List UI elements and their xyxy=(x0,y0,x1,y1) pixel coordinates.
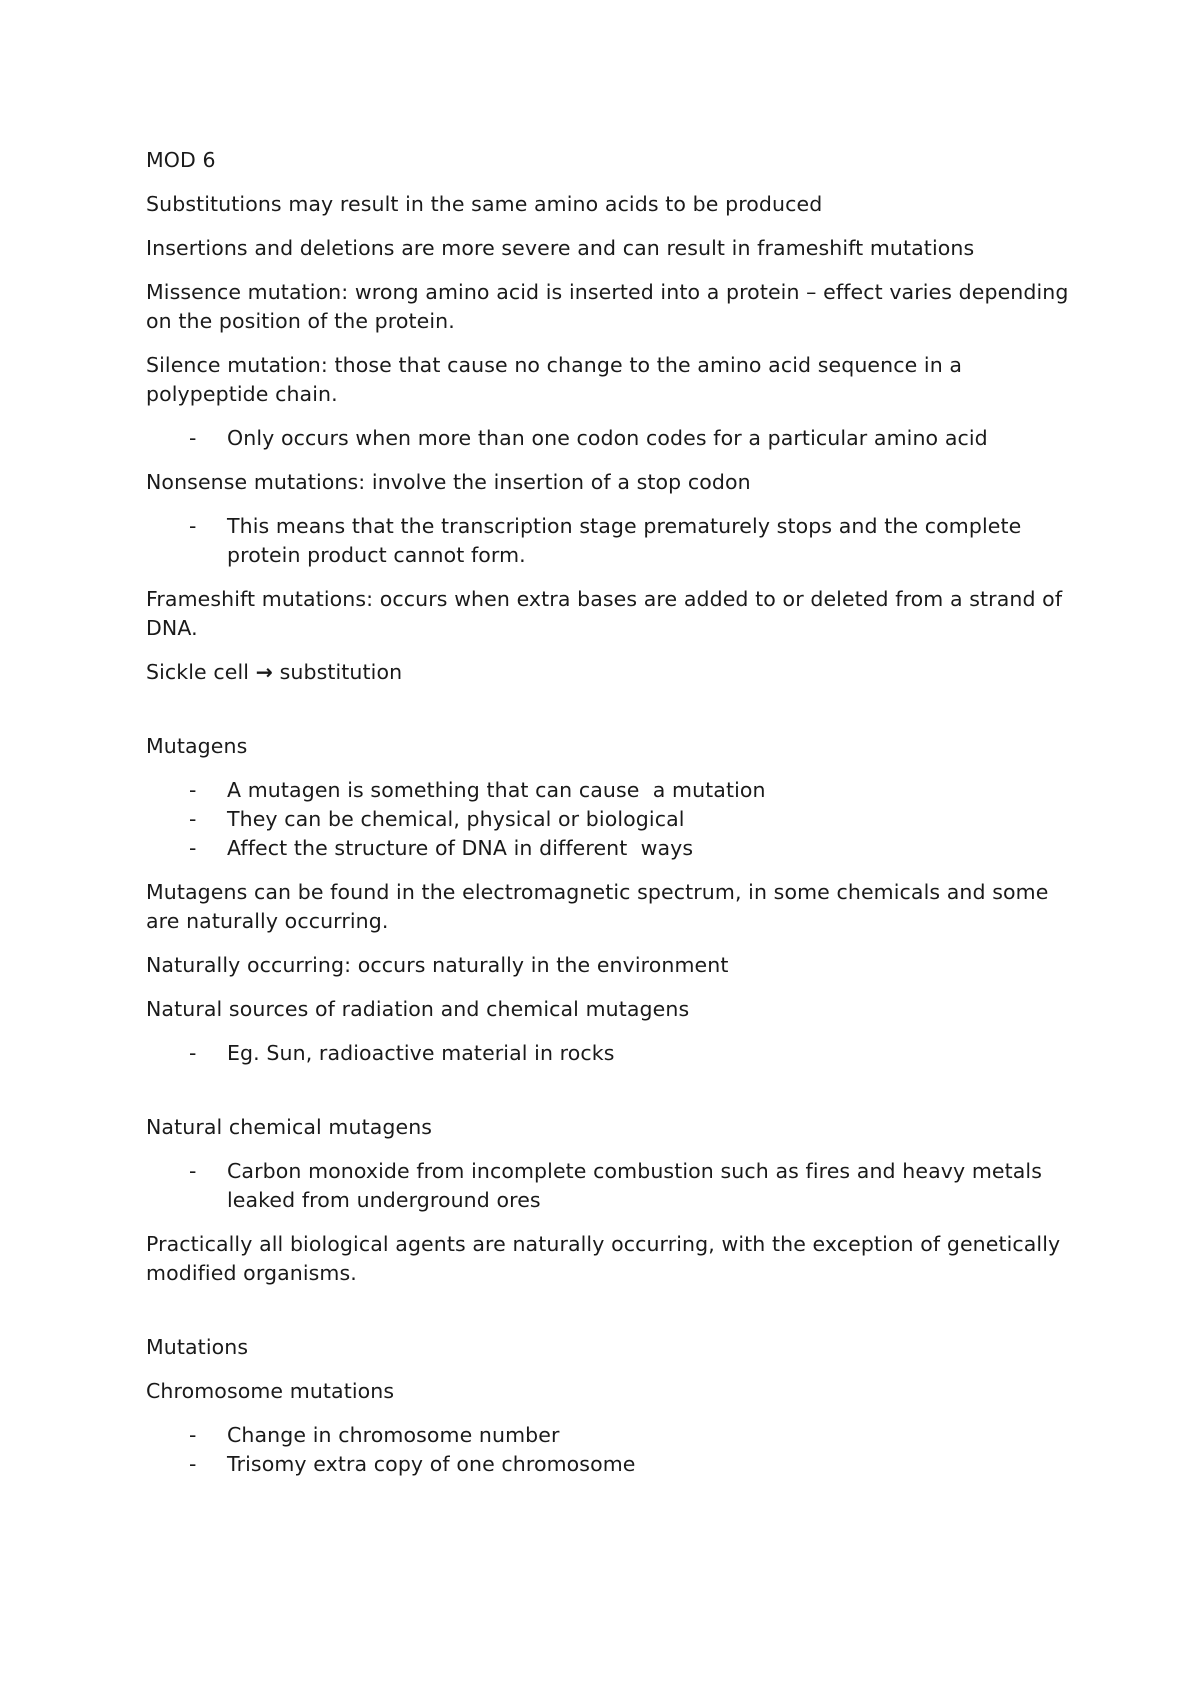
arrow-right-icon: → xyxy=(255,660,273,684)
nonsense-bullet-list xyxy=(146,512,1076,570)
mutagens-bullet-list xyxy=(146,776,1076,863)
dash-marker: - xyxy=(189,1452,197,1476)
document-page xyxy=(146,146,1076,1494)
dash-marker: - xyxy=(189,1159,197,1183)
dash-marker: - xyxy=(189,514,197,538)
paragraph-biological-agents: Practically all biological agents are naturally occurring, with the exception of genetically modified organisms. xyxy=(146,1232,1061,1285)
paragraph-insertions: Insertions and deletions are more severe and can result in frameshift mutations xyxy=(146,236,975,260)
list-item: - Trisomy extra copy of one chromosome xyxy=(146,1450,1076,1479)
heading-mutations: Mutations xyxy=(146,1335,249,1359)
heading-chromosome-mutations: Chromosome mutations xyxy=(146,1379,395,1403)
list-item: - Affect the structure of DNA in different ways xyxy=(146,834,1076,863)
silence-bullet-list xyxy=(146,424,1076,453)
list-item: - They can be chemical, physical or biological xyxy=(146,805,1076,834)
heading-natural-chemical-mutagens: Natural chemical mutagens xyxy=(146,1115,433,1139)
paragraph-nonsense: Nonsense mutations: involve the insertion of a stop codon xyxy=(146,470,751,494)
paragraph-sickle-cell: Sickle cell → substitution xyxy=(146,660,403,684)
dash-marker: - xyxy=(189,426,197,450)
paragraph-substitutions: Substitutions may result in the same amino acids to be produced xyxy=(146,192,823,216)
heading-mutagens: Mutagens xyxy=(146,734,248,758)
natural-chemical-bullet-list xyxy=(146,1157,1076,1215)
paragraph-electromagnetic: Mutagens can be found in the electromagnetic spectrum, in some chemicals and some are naturally occurring. xyxy=(146,880,1049,933)
paragraph-frameshift: Frameshift mutations: occurs when extra bases are added to or deleted from a strand of DNA. xyxy=(146,587,1063,640)
paragraph-natural-sources: Natural sources of radiation and chemical mutagens xyxy=(146,997,690,1021)
list-item: - A mutagen is something that can cause a mutation xyxy=(146,776,1076,805)
list-item: - This means that the transcription stage prematurely stops and the complete protein product cannot form. xyxy=(189,514,1022,567)
chromosome-bullet-list xyxy=(146,1421,1076,1479)
paragraph-silence: Silence mutation: those that cause no change to the amino acid sequence in a polypeptide chain. xyxy=(146,353,963,406)
spacer xyxy=(146,702,1076,732)
spacer xyxy=(146,1303,1076,1333)
list-item: - Only occurs when more than one codon codes for a particular amino acid xyxy=(146,424,1076,453)
dash-marker: - xyxy=(189,836,197,860)
spacer xyxy=(146,1083,1076,1113)
list-item: - Eg. Sun, radioactive material in rocks xyxy=(146,1039,1076,1068)
list-item: - Carbon monoxide from incomplete combustion such as fires and heavy metals leaked from underground ores xyxy=(189,1159,1042,1212)
document-title: MOD 6 xyxy=(146,148,216,172)
list-item: - Change in chromosome number xyxy=(146,1421,1076,1450)
dash-marker: - xyxy=(189,778,197,802)
dash-marker: - xyxy=(189,1041,197,1065)
dash-marker: - xyxy=(189,807,197,831)
paragraph-missence: Missence mutation: wrong amino acid is inserted into a protein – effect varies depending on the position of the protein. xyxy=(146,280,1069,333)
dash-marker: - xyxy=(189,1423,197,1447)
paragraph-naturally-occurring: Naturally occurring: occurs naturally in the environment xyxy=(146,953,729,977)
natural-sources-bullet-list xyxy=(146,1039,1076,1068)
